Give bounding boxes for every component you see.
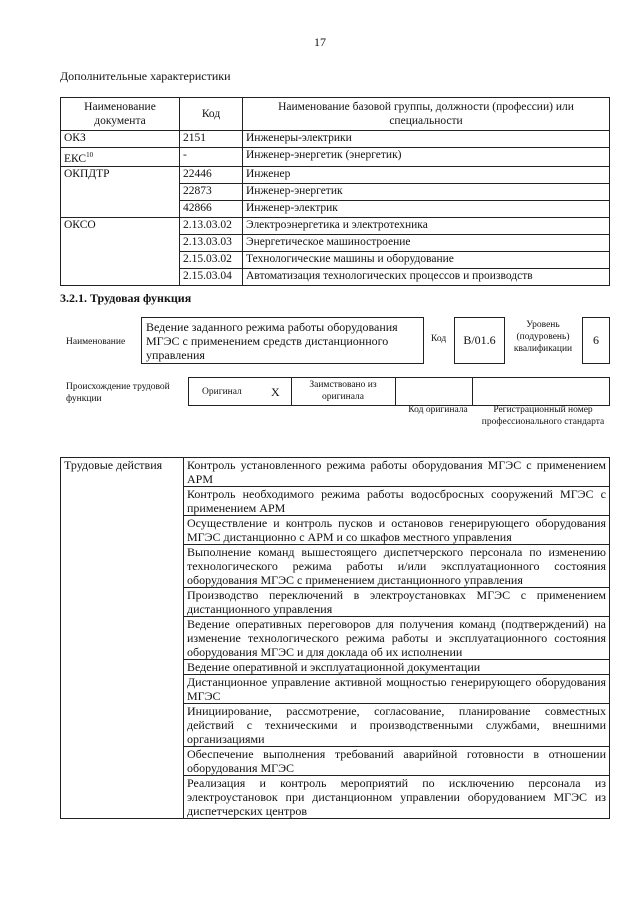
code-cell: 42866 [180, 200, 243, 217]
original-label: Оригинал [202, 387, 242, 397]
action-cell: Обеспечение выполнения требований аварийной готовности в отношении оборудования МГЭС [184, 747, 610, 776]
name-cell: Инженеры-электрики [243, 131, 610, 148]
action-cell: Дистанционное управление активной мощностью генерирующего оборудования МГЭС [184, 675, 610, 704]
registration-number-caption: Регистрационный номер профессионального стандарта [481, 405, 605, 427]
footnote-mark: 10 [86, 151, 94, 159]
code-cell: 2.15.03.02 [180, 251, 243, 268]
labor-actions-table [60, 457, 610, 819]
labor-function-heading: 3.2.1. Трудовая функция [60, 291, 192, 305]
name-cell: Инженер-энергетик (энергетик) [243, 148, 610, 167]
name-cell: Инженер-электрик [243, 200, 610, 217]
action-cell: Реализация и контроль мероприятий по исключению персонала из электроустановок при дистанционном управлении оборудованием МГЭС из диспетчерских центров [184, 776, 610, 819]
labor-actions-label: Трудовые действия [61, 458, 184, 819]
doc-cell: ЕКС$^{10}$ [61, 148, 180, 167]
code-cell: 2.13.03.03 [180, 234, 243, 251]
action-cell: Ведение оперативных переговоров для получения команд (подтверждений) на изменение технологического режима работы и эксплуатационного состояния оборудования МГЭС и для доклада об их исполнении [184, 617, 610, 660]
table-row [61, 166, 610, 183]
table-row [61, 458, 610, 487]
action-cell: Инициирование, рассмотрение, согласование, планирование совместных действий с техническими и производственными службами, внешними организациями [184, 704, 610, 747]
original-code-caption: Код оригинала [408, 405, 468, 415]
additional-characteristics-table [60, 97, 610, 286]
doc-cell: ОКСО [61, 217, 180, 285]
name-cell: Технологические машины и оборудование [243, 251, 610, 268]
code-cell: 2.13.03.02 [180, 217, 243, 234]
header-document: Наименование документа [61, 98, 180, 131]
doc-cell: ОКЗ [61, 131, 180, 148]
qualification-level-box: 6 [582, 317, 610, 364]
function-code-box: B/01.6 [454, 317, 505, 364]
action-cell: Ведение оперативной и эксплуатационной документации [184, 660, 610, 675]
name-cell: Инженер [243, 166, 610, 183]
action-cell: Контроль необходимого режима работы водосбросных сооружений МГЭС с применением АРМ [184, 487, 610, 516]
divider [291, 378, 292, 405]
header-name: Наименование базовой группы, должности (профессии) или специальности [243, 98, 610, 131]
additional-characteristics-heading: Дополнительные характеристики [60, 69, 231, 83]
code-cell: - [180, 148, 243, 167]
origin-box [188, 377, 610, 406]
table-row [61, 217, 610, 234]
function-name-box: Ведение заданного режима работы оборудования МГЭС с применением средств дистанционного управления [141, 317, 424, 364]
original-mark: X [271, 385, 280, 399]
name-cell: Автоматизация технологических процессов и производств [243, 268, 610, 285]
divider [472, 378, 473, 405]
action-cell: Производство переключений в электроустановках МГЭС с применением дистанционного управления [184, 588, 610, 617]
name-cell: Инженер-энергетик [243, 183, 610, 200]
doc-cell: ОКПДТР [61, 166, 180, 217]
name-cell: Энергетическое машиностроение [243, 234, 610, 251]
name-label: Наименование [66, 337, 126, 347]
code-cell: 2151 [180, 131, 243, 148]
borrowed-label: Заимствовано из оригинала [309, 380, 377, 402]
code-cell: 22446 [180, 166, 243, 183]
table-row [61, 131, 610, 148]
divider [395, 378, 396, 405]
header-code: Код [180, 98, 243, 131]
table-row [61, 148, 610, 167]
name-cell: Электроэнергетика и электротехника [243, 217, 610, 234]
code-label: Код [431, 334, 447, 344]
qualification-level-label: Уровень (подуровень) квалификации [513, 320, 573, 354]
table-header-row [61, 98, 610, 131]
origin-label: Происхождение трудовой функции [66, 382, 170, 404]
code-cell: 2.15.03.04 [180, 268, 243, 285]
action-cell: Осуществление и контроль пусков и остановов генерирующего оборудования МГЭС дистанционно с АРМ и со шкафов местного управления [184, 516, 610, 545]
code-cell: 22873 [180, 183, 243, 200]
page-number: 17 [314, 35, 326, 49]
action-cell: Контроль установленного режима работы оборудования МГЭС с применением АРМ [184, 458, 610, 487]
action-cell: Выполнение команд вышестоящего диспетчерского персонала по изменению технологического режима работы и/или эксплуатационного состояния оборудования МГЭС с применением дистанционного управления [184, 545, 610, 588]
